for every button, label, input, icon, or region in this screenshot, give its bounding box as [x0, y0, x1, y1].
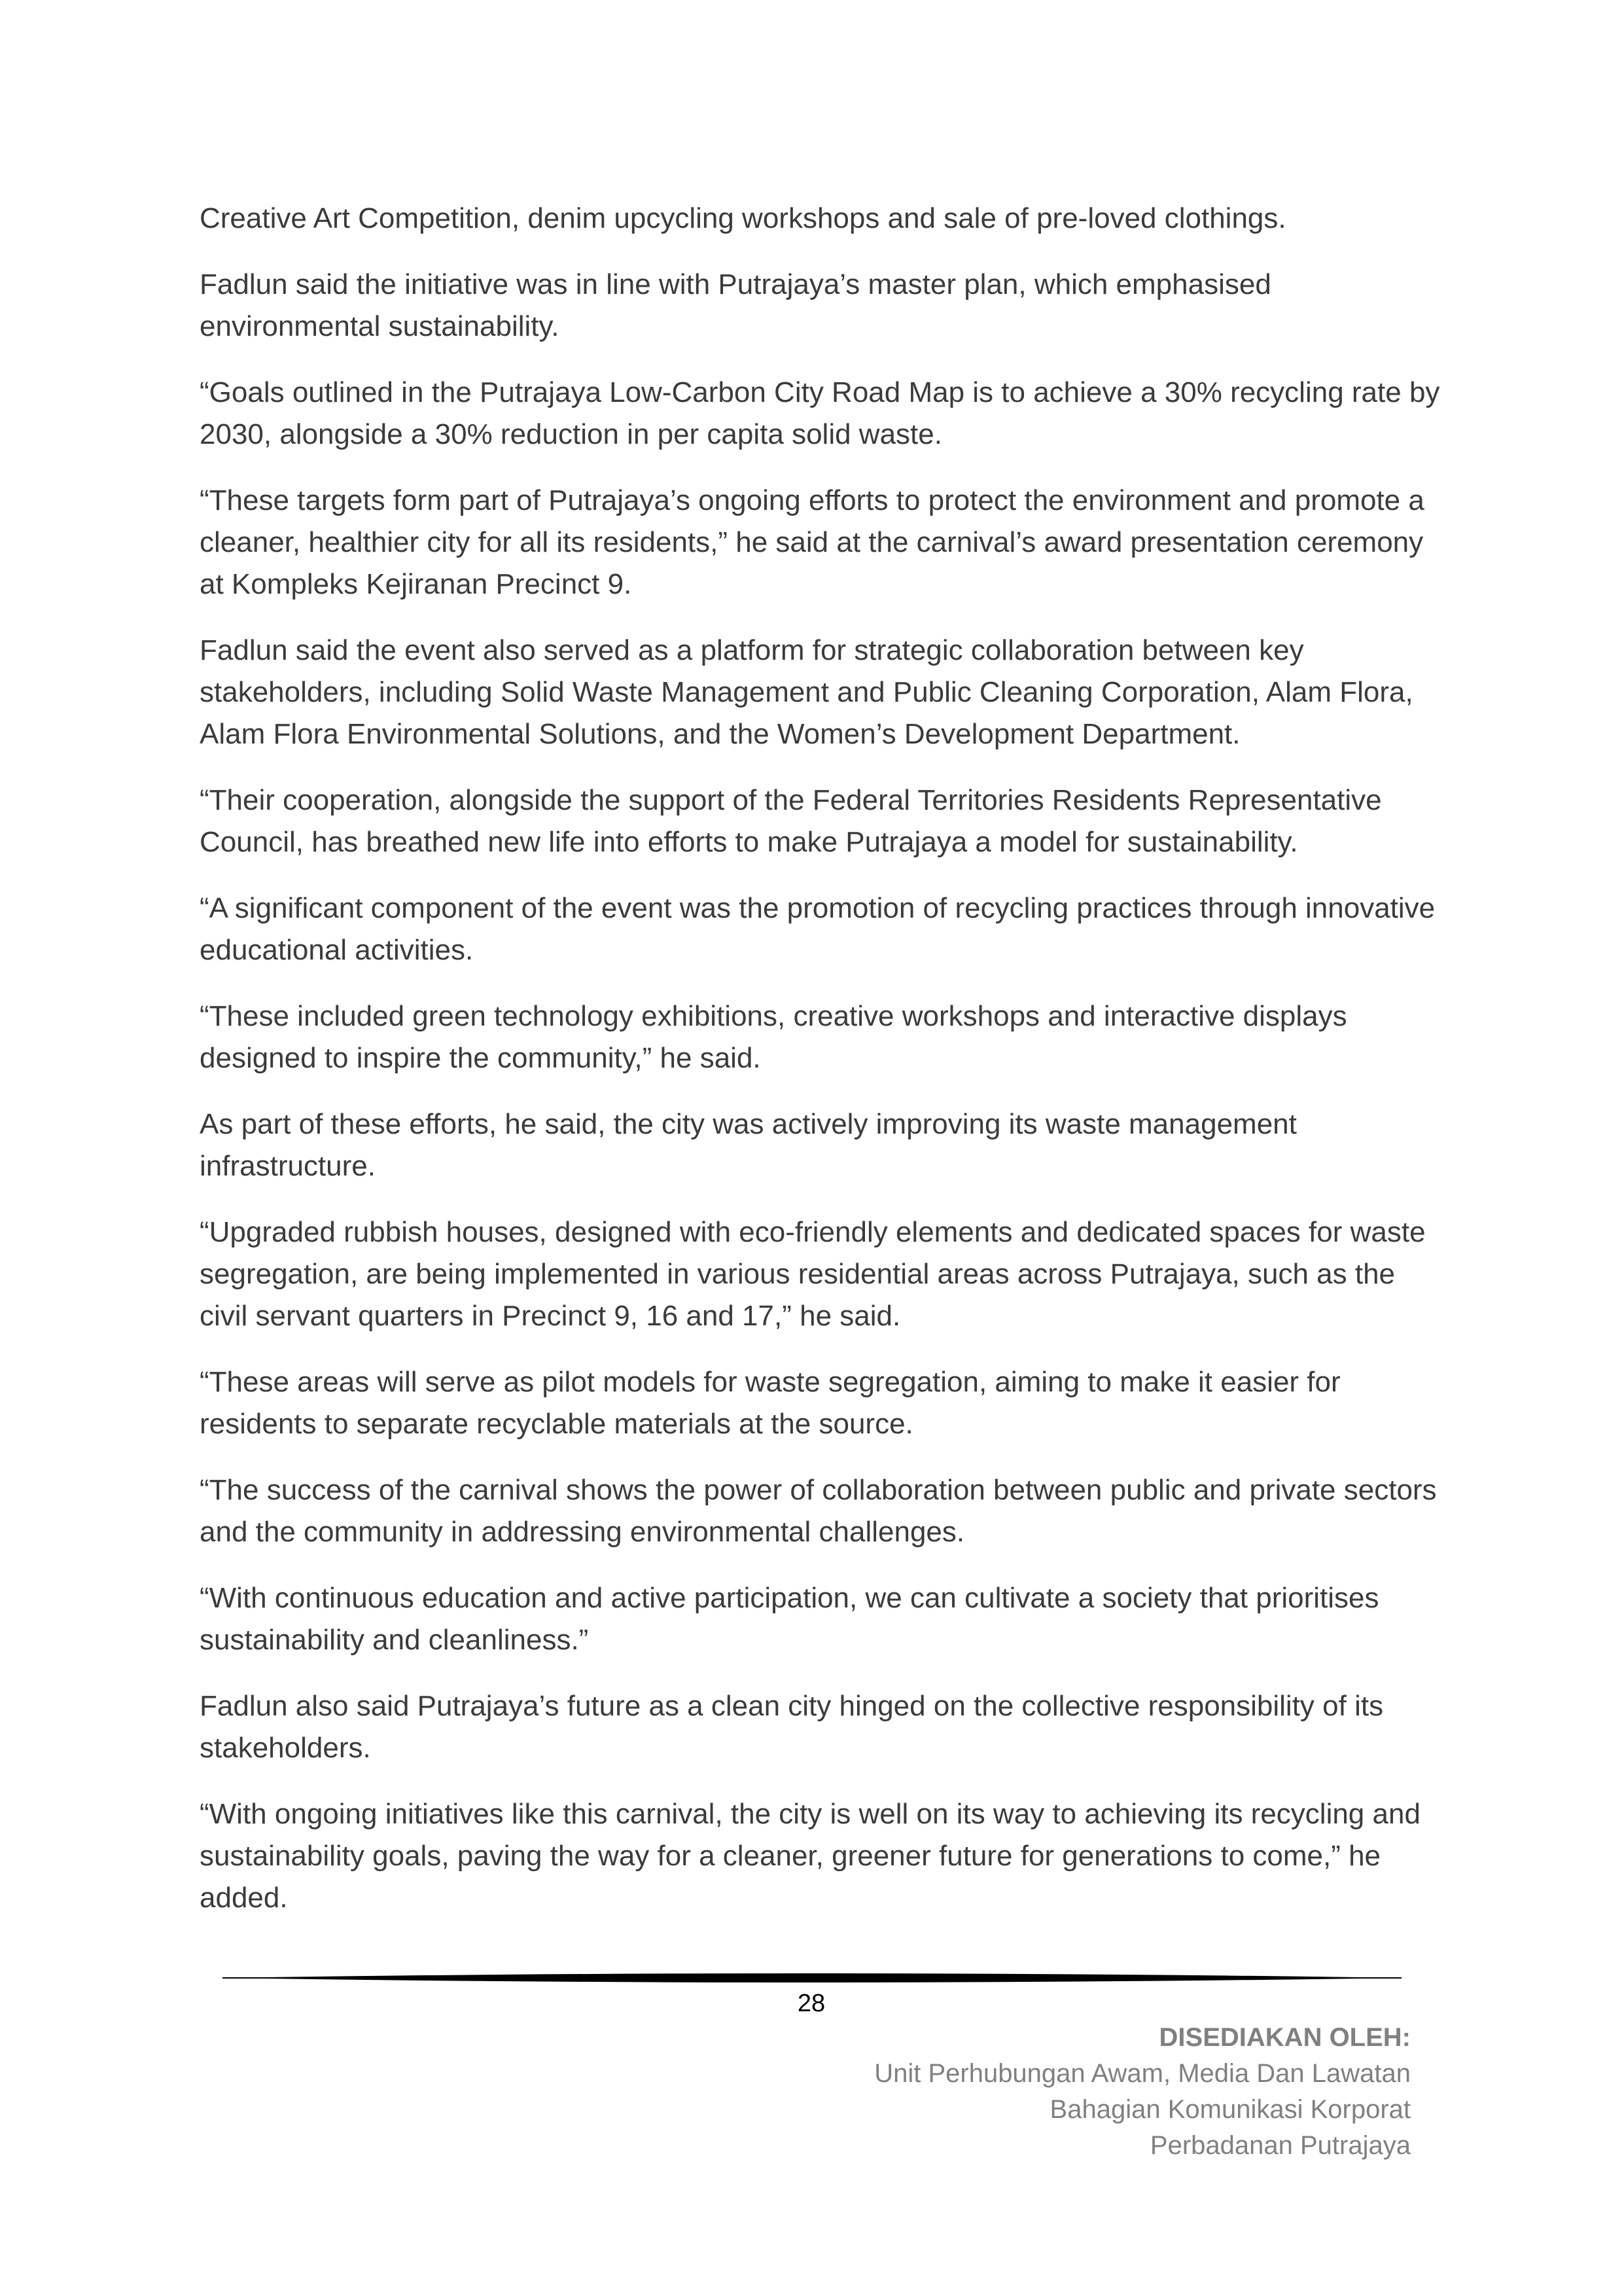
prepared-by-heading: DISEDIAKAN OLEH:: [1159, 2023, 1411, 2052]
footer-credits: [874, 2020, 1411, 2164]
article-paragraph: “The success of the carnival shows the power of collaboration between public and private sectors and the community in addressing environmental challenges.: [200, 1474, 1437, 1548]
organization-name: Perbadanan Putrajaya: [1150, 2131, 1411, 2160]
unit-name: Unit Perhubungan Awam, Media Dan Lawatan: [874, 2059, 1411, 2088]
article-paragraph: As part of these efforts, he said, the city was actively improving its waste management infrastructure.: [200, 1108, 1297, 1182]
article-paragraph: “With continuous education and active participation, we can cultivate a society that prioritises sustainability and cleanliness.”: [200, 1582, 1379, 1656]
article-paragraph: Fadlun said the event also served as a platform for strategic collaboration between key stakeholders, including Solid Waste Management and Public Cleaning Corporation, Alam Flora, Alam Flora Environmental Solutions, and the Women’s Development Department.: [200, 634, 1413, 750]
article-paragraph: “These areas will serve as pilot models for waste segregation, aiming to make it easier for residents to separate recyclable materials at the source.: [200, 1366, 1341, 1440]
article-body: [200, 198, 1443, 1943]
article-paragraph: “Upgraded rubbish houses, designed with eco-friendly elements and dedicated spaces for waste segregation, are being implemented in various residential areas across Putrajaya, such as the civil servant quarters in Precinct 9, 16 and 17,” he said.: [200, 1216, 1426, 1332]
article-paragraph: “These targets form part of Putrajaya’s ongoing efforts to protect the environment and promote a cleaner, healthier city for all its residents,” he said at the carnival’s award presentation ceremony at Kompleks Kejiranan Precinct 9.: [200, 484, 1424, 600]
article-paragraph: “With ongoing initiatives like this carnival, the city is well on its way to achieving its recycling and sustainability goals, paving the way for a cleaner, greener future for generations to come,” he added.: [200, 1798, 1421, 1914]
article-paragraph: Creative Art Competition, denim upcycling workshops and sale of pre-loved clothings.: [200, 202, 1286, 234]
article-paragraph: Fadlun said the initiative was in line with Putrajaya’s master plan, which emphasised environmental sustainability.: [200, 268, 1271, 342]
article-paragraph: Fadlun also said Putrajaya’s future as a clean city hinged on the collective responsibility of its stakeholders.: [200, 1690, 1384, 1764]
article-paragraph: “Their cooperation, alongside the support of the Federal Territories Residents Representative Council, has breathed new life into efforts to make Putrajaya a model for sustainability.: [200, 784, 1382, 858]
footer-divider: [222, 1971, 1402, 1984]
article-paragraph: “These included green technology exhibitions, creative workshops and interactive displays designed to inspire the community,” he said.: [200, 1000, 1347, 1074]
article-paragraph: “Goals outlined in the Putrajaya Low-Carbon City Road Map is to achieve a 30% recycling rate by 2030, alongside a 30% reduction in per capita solid waste.: [200, 376, 1440, 450]
article-paragraph: “A significant component of the event was the promotion of recycling practices through innovative educational activities.: [200, 892, 1436, 966]
page-number: 28: [797, 1990, 826, 2017]
division-name: Bahagian Komunikasi Korporat: [1050, 2095, 1411, 2124]
